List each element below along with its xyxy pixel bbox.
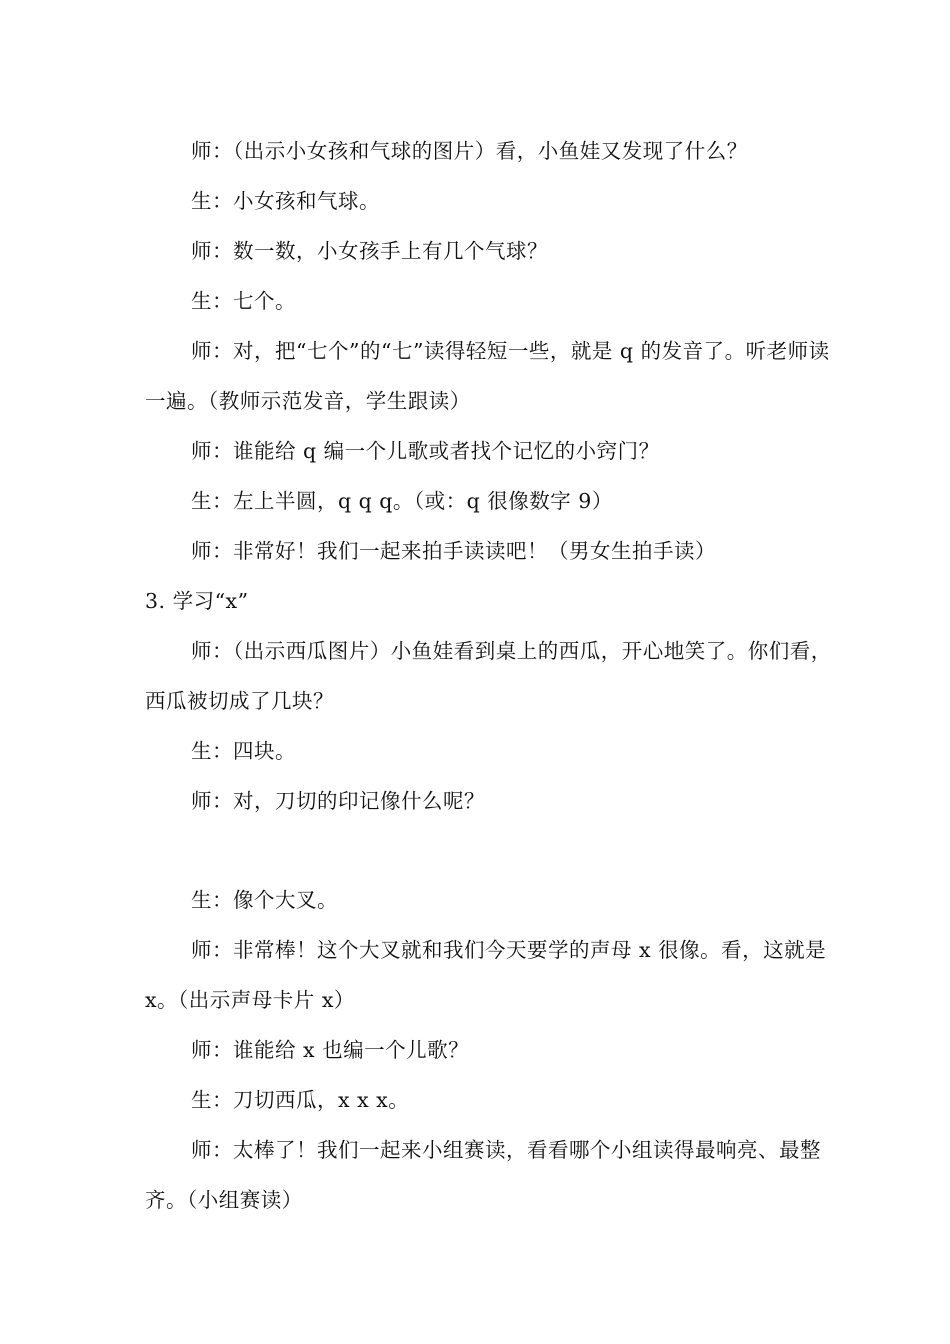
paragraph: 师：谁能给 x 也编一个儿歌？ <box>191 1038 470 1062</box>
paragraph: 生：像个大叉。 <box>191 888 338 912</box>
paragraph: 师：（出示西瓜图片）小鱼娃看到桌上的西瓜，开心地笑了。你们看，西瓜被切成了几块？ <box>145 639 832 713</box>
paragraph: 师：数一数，小女孩手上有几个气球？ <box>191 239 548 263</box>
paragraph: 师：对，刀切的印记像什么呢？ <box>191 789 485 813</box>
paragraph: 师：太棒了！我们一起来小组赛读，看看哪个小组读得最响亮、最整齐。（小组赛读） <box>145 1138 821 1212</box>
section-heading: 3. 学习“x” <box>145 589 249 613</box>
paragraph: 生：左上半圆，q q q。（或：q 很像数字 9） <box>191 489 613 513</box>
paragraph: 生：四块。 <box>191 739 296 763</box>
paragraph: 师：非常好！我们一起来拍手读读吧！（男女生拍手读） <box>191 539 716 563</box>
paragraph: 生：小女孩和气球。 <box>191 189 380 213</box>
paragraph: 生：七个。 <box>191 289 296 313</box>
paragraph: 师：对，把“七个”的“七”读得轻短一些，就是 q 的发音了。听老师读一遍。（教师示范发音，学生跟读） <box>145 339 830 413</box>
paragraph: 生：刀切西瓜，x x x。 <box>191 1088 410 1112</box>
paragraph: 师：（出示小女孩和气球的图片）看，小鱼娃又发现了什么？ <box>191 139 748 163</box>
paragraph: 师：非常棒！这个大叉就和我们今天要学的声母 x 很像。看，这就是 x。（出示声母卡片 x） <box>145 938 827 1012</box>
paragraph: 师：谁能给 q 编一个儿歌或者找个记忆的小窍门？ <box>191 439 660 463</box>
